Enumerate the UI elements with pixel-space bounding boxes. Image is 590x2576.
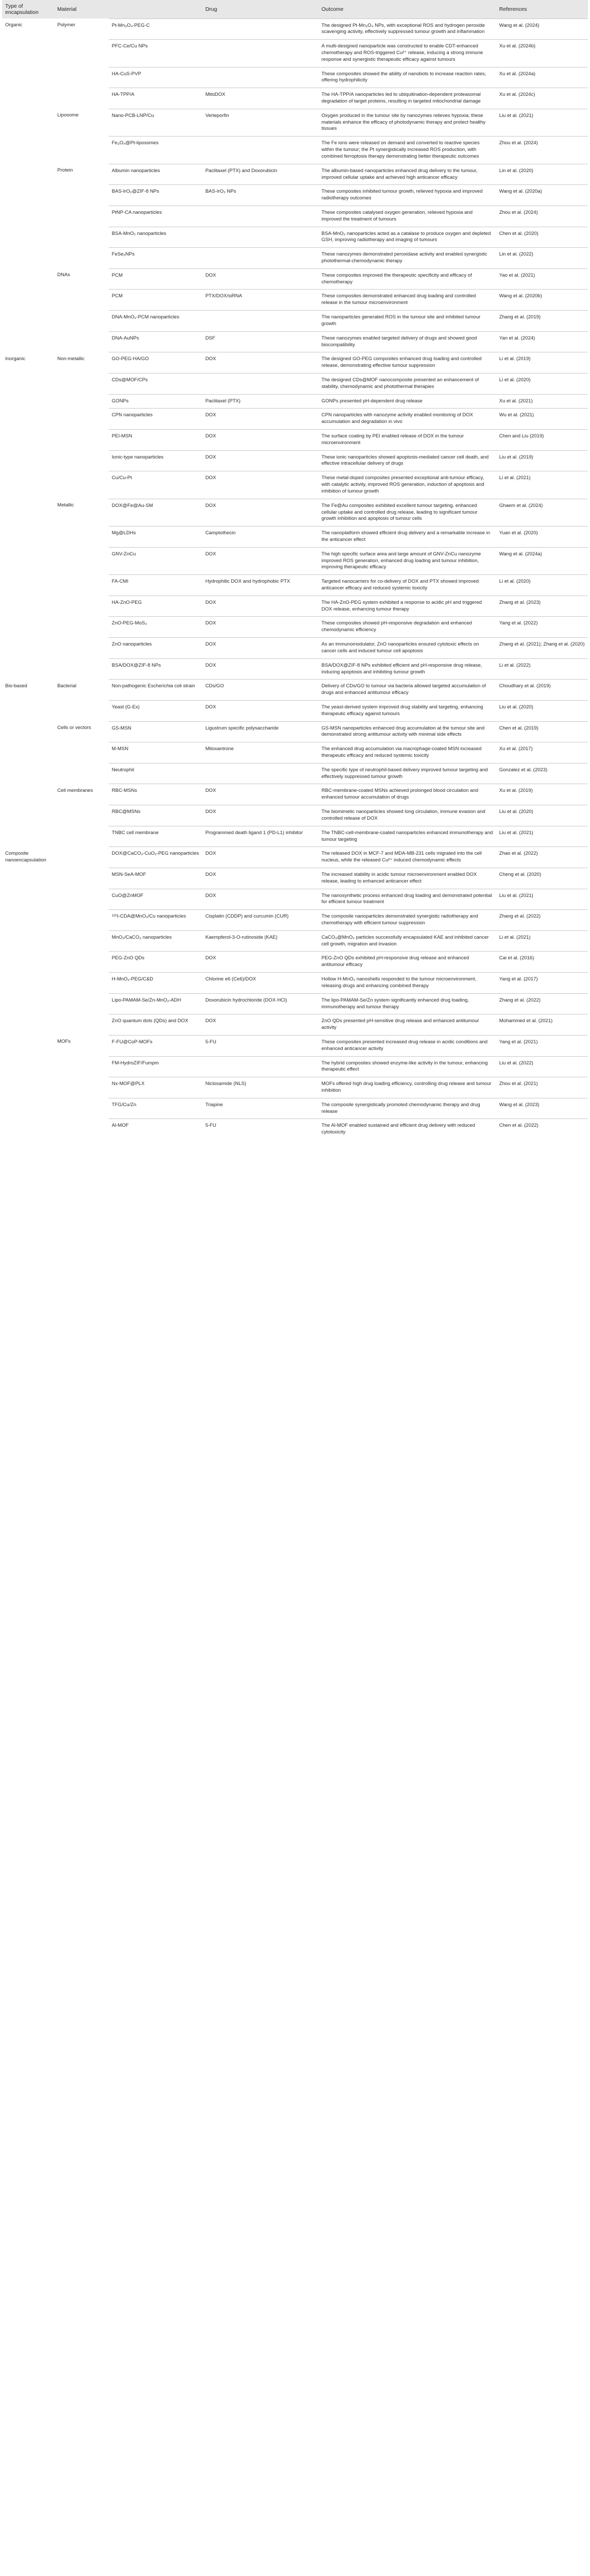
material-category-cell: MOFs — [57, 1039, 71, 1045]
header-outcome: Outcome — [321, 6, 344, 12]
material-category-cell: Bacterial — [57, 683, 77, 689]
material-name-cell: PtNP-CA nanoparticles — [109, 206, 203, 227]
drug-cell — [203, 1056, 318, 1077]
material-name-cell: PEG-ZnO QDs — [109, 952, 203, 973]
drug-cell: DOX — [203, 700, 318, 721]
outcome-cell: BSA/DOX@ZIF-8 NPs exhibited efficient and pH-responsive drug release, inducing apoptosis and inhibiting tumour growth — [318, 658, 496, 680]
material-category-cell: DNAs — [57, 272, 70, 278]
reference-cell: Liu et al. (2022) — [496, 1056, 588, 1077]
outcome-cell: The released DOX in MCF-7 and MDA-MB-231 cells migrated into the cell nucleus, while the released Cu²⁺ induced chemodynamic effects — [318, 847, 496, 868]
drug-cell: DOX — [203, 784, 318, 805]
table-body — [2, 19, 588, 1140]
reference-cell: Liu et al. (2019) — [496, 450, 588, 471]
drug-cell: MitoDOX — [203, 88, 318, 109]
reference-cell: Zhang et al. (2022) — [496, 910, 588, 931]
reference-cell: Choudhary et al. (2019) — [496, 680, 588, 701]
drug-cell: DOX — [203, 658, 318, 680]
drug-cell: Programmed death ligand 1 (PD-L1) inhibitor — [203, 826, 318, 847]
outcome-cell: These composites showed pH-responsive degradation and enhanced chemodynamic efficiency — [318, 617, 496, 638]
reference-cell: Zhou et al. (2024) — [496, 206, 588, 227]
outcome-cell: The designed CDs@MOF nanocomposite presented an enhancement of stability, chemodynamic and photothermal therapies — [318, 373, 496, 394]
reference-cell: Lin et al. (2020) — [496, 164, 588, 185]
outcome-cell: The nanosynthetic process enhanced drug loading and demonstrated potential for efficient tumour treatment — [318, 889, 496, 910]
outcome-cell: These composites demonstrated enhanced drug loading and controlled release in the tumour microenvironment — [318, 290, 496, 311]
material-category-cell: Polymer — [57, 22, 75, 28]
reference-cell: Lin et al. (2022) — [496, 248, 588, 269]
outcome-cell: These nanozymes enabled targeted delivery of drugs and showed good biocompatibility — [318, 331, 496, 352]
reference-cell: Xu et al. (2019) — [496, 784, 588, 805]
outcome-cell: RBC-membrane-coated MSNs achieved prolonged blood circulation and enhanced tumour accumulation of drugs — [318, 784, 496, 805]
material-category-cell: Liposome — [57, 112, 79, 118]
material-name-cell: Cu/Cu-Pt — [109, 471, 203, 499]
table-row — [2, 1035, 588, 1056]
reference-cell: Gonzalez et al. (2023) — [496, 763, 588, 784]
outcome-cell: Oxygen produced in the tumour site by nanozymes relieves hypoxia; these materials enhance the efficacy of photodynamic therapy and protect healthy tissues — [318, 109, 496, 136]
reference-cell: Chen et al. (2019) — [496, 721, 588, 742]
material-name-cell: DOX@CaCO₃-CuO₂-PEG nanoparticles — [109, 847, 203, 868]
outcome-cell: These composites showed the ability of nanobots to increase reaction rates, offering hydrophilicity — [318, 67, 496, 88]
outcome-cell: These metal-doped composites presented exceptional anti-tumour efficacy, with catalytic activity, improved ROS generation, induction of apoptosis and inhibition of tumour growth — [318, 471, 496, 499]
outcome-cell: As an immunomodulator, ZnO nanoparticles ensured cytotoxic effects on cancer cells and induced tumour cell apoptosis — [318, 638, 496, 659]
reference-cell: Wang et al. (2024) — [496, 19, 588, 40]
drug-cell: DOX — [203, 847, 318, 868]
material-category-cell: Protein — [57, 167, 73, 174]
material-name-cell: Lipo-PAMAM-Se/Zn-MnO₂-ADH — [109, 993, 203, 1014]
reference-cell: Xu et al. (2024c) — [496, 88, 588, 109]
reference-cell: Zhang et al. (2019) — [496, 311, 588, 332]
material-category-cell: Metallic — [57, 502, 74, 509]
reference-cell: Yang et al. (2017) — [496, 973, 588, 994]
material-category-cell: Non-metallic — [57, 355, 85, 362]
header-drug: Drug — [205, 6, 217, 12]
outcome-cell: The albumin-based nanoparticles enhanced drug delivery to the tumour, improved cellular uptake and achieved high anticancer efficacy — [318, 164, 496, 185]
outcome-cell: The surface coating by PEI enabled release of DOX in the tumour microenvironment — [318, 430, 496, 451]
reference-cell: Xu et al. (2024b) — [496, 40, 588, 67]
material-name-cell: MSN-SeA-MOF — [109, 868, 203, 889]
table-row — [2, 352, 588, 374]
drug-cell: DOX — [203, 868, 318, 889]
material-name-cell: CuO@ZnMOF — [109, 889, 203, 910]
reference-cell: Liu et al. (2020) — [496, 700, 588, 721]
drug-cell: Mitoxantrone — [203, 742, 318, 764]
reference-cell: Mohammed et al. (2021) — [496, 1014, 588, 1036]
drug-cell: 5-FU — [203, 1119, 318, 1140]
reference-cell: Chen et al. (2022) — [496, 1119, 588, 1140]
outcome-cell: These composites catalysed oxygen generation, relieved hypoxia and improved the treatment of tumours — [318, 206, 496, 227]
encapsulation-type-cell: Organic — [5, 22, 23, 28]
outcome-cell: GS-MSN nanoparticles enhanced drug accumulation at the tumour site and demonstrated strong antitumour activity with minimal side effects — [318, 721, 496, 742]
drug-cell — [203, 227, 318, 248]
drug-cell: DOX — [203, 499, 318, 526]
reference-cell: Liu et al. (2021) — [496, 889, 588, 910]
material-name-cell: FM-HydroZIF/Fumpm — [109, 1056, 203, 1077]
outcome-cell: The composite nanoparticles demonstrated synergistic radiotherapy and chemotherapy with efficient tumour suppression — [318, 910, 496, 931]
reference-cell: Zhou et al. (2021) — [496, 1077, 588, 1098]
outcome-cell: The Fe@Au composites exhibited excellent tumour targeting, enhanced cellular uptake and controlled drug release, leading to significant tumour growth inhibition and apoptosis of tumour cells — [318, 499, 496, 526]
material-name-cell: Neutrophil — [109, 763, 203, 784]
drug-cell: Doxorubicin hydrochloride (DOX·HCl) — [203, 993, 318, 1014]
outcome-cell: The increased stability in acidic tumour microenvironment enabled DOX release, leading to enhanced anticancer effect — [318, 868, 496, 889]
reference-cell: Wu et al. (2021) — [496, 409, 588, 430]
reference-cell: Cheng et al. (2020) — [496, 868, 588, 889]
drug-cell: DOX — [203, 805, 318, 826]
material-name-cell: Pt-Mn₃O₄-PEG-C — [109, 19, 203, 40]
material-name-cell: DNA-AuNPs — [109, 331, 203, 352]
material-name-cell: BSA-MnO₂ nanoparticles — [109, 227, 203, 248]
outcome-cell: The designed Pt-Mn₃O₄ NPs, with exceptional ROS and hydrogen peroxide scavenging activity, effectively suppressed tumour growth and inflammation — [318, 19, 496, 40]
drug-cell: Camptothecin — [203, 527, 318, 548]
material-name-cell: FA-CMI — [109, 575, 203, 596]
outcome-cell: These nanozymes demonstrated peroxidase activity and enabled synergistic photothermal-chemodynamic therapy — [318, 248, 496, 269]
outcome-cell: The specific type of neutrophil-based delivery improved tumour targeting and effectively suppressed tumour growth — [318, 763, 496, 784]
drug-cell: DOX — [203, 638, 318, 659]
material-name-cell: F-FU@CoP-MOFs — [109, 1035, 203, 1056]
outcome-cell: The designed GO-PEG composites enhanced drug loading and controlled release, demonstrating effective tumour suppression — [318, 352, 496, 374]
material-name-cell: BAS-IrO₂@ZIF-8 NPs — [109, 185, 203, 206]
encapsulation-type-cell: Bio-based — [5, 683, 27, 689]
reference-cell: Chen et al. (2020) — [496, 227, 588, 248]
reference-cell: Li et al. (2020) — [496, 373, 588, 394]
page — [0, 0, 590, 1140]
material-name-cell: GO-PEG-HA/GO — [109, 352, 203, 374]
reference-cell: Yuan et al. (2020) — [496, 527, 588, 548]
outcome-cell: A multi-designed nanoparticle was constructed to enable CDT-enhanced chemotherapy and ROS-triggered Cu²⁺ release, inducing a strong immune response and synergistic therapeutic efficacy against tumours — [318, 40, 496, 67]
material-name-cell: ¹²⁵I-CDA@MnO₂/Cu nanoparticles — [109, 910, 203, 931]
outcome-cell: The hybrid composites showed enzyme-like activity in the tumour, enhancing therapeutic effect — [318, 1056, 496, 1077]
outcome-cell: These ionic nanoparticles showed apoptosis-mediated cancer cell death, and effective intracellular delivery of drugs — [318, 450, 496, 471]
header-material: Material — [57, 6, 77, 12]
drug-cell: DOX — [203, 1014, 318, 1036]
material-name-cell: Mg@LDHs — [109, 527, 203, 548]
drug-cell: DOX — [203, 889, 318, 910]
outcome-cell: The HA-ZnO-PEG system exhibited a response to acidic pH and triggered DOX release, enhancing tumour therapy — [318, 596, 496, 617]
table-row — [2, 847, 588, 868]
reference-cell: Li et al. (2022) — [496, 658, 588, 680]
drug-cell — [203, 206, 318, 227]
material-name-cell: PCM — [109, 268, 203, 290]
material-name-cell: GS-MSN — [109, 721, 203, 742]
outcome-cell: These composites inhibited tumour growth, relieved hypoxia and improved radiotherapy outcomes — [318, 185, 496, 206]
drug-cell: Hydrophilic DOX and hydrophobic PTX — [203, 575, 318, 596]
outcome-cell: CPN nanoparticles with nanozyme activity enabled monitoring of DOX accumulation and degradation in vivo — [318, 409, 496, 430]
reference-cell: Xu et al. (2021) — [496, 394, 588, 409]
table-row — [2, 164, 588, 185]
material-name-cell: ZnO-PEG-MoS₂ — [109, 617, 203, 638]
outcome-cell: Delivery of CDs/GO to tumour via bacteria allowed targeted accumulation of drugs and enhanced antitumour efficacy — [318, 680, 496, 701]
outcome-cell: The lipo-PAMAM-Se/Zn system significantly enhanced drug loading, immunotherapy and tumour therapy — [318, 993, 496, 1014]
drug-cell: DOX — [203, 268, 318, 290]
drug-cell: DOX — [203, 952, 318, 973]
table-row — [2, 784, 588, 805]
header-type: Type of encapsulation — [5, 3, 39, 15]
material-name-cell: Albumin nanoparticles — [109, 164, 203, 185]
outcome-cell: Targeted nanocarriers for co-delivery of DOX and PTX showed improved anticancer efficacy and reduced systemic toxicity — [318, 575, 496, 596]
outcome-cell: The biomimetic nanoparticles showed long circulation, immune evasion and controlled release of DOX — [318, 805, 496, 826]
reference-cell: Zhang et al. (2022) — [496, 993, 588, 1014]
drug-cell — [203, 311, 318, 332]
reference-cell: Xu et al. (2024a) — [496, 67, 588, 88]
material-name-cell: ZnO nanoparticles — [109, 638, 203, 659]
encapsulation-type-cell: Composite nanoencapsulation — [5, 850, 46, 863]
outcome-cell: The Fe ions were released on demand and converted to reactive species within the tumour; the Pt synergistically increased ROS production, with combined ferroptosis therapy demonstrating better therapeutic outcomes — [318, 137, 496, 164]
reference-cell: Ghaem et al. (2024) — [496, 499, 588, 526]
outcome-cell: These composites improved the therapeutic specificity and efficacy of chemotherapy — [318, 268, 496, 290]
drug-cell: DOX — [203, 450, 318, 471]
drug-cell: Paclitaxel (PTX) — [203, 394, 318, 409]
reference-cell: Xu et al. (2017) — [496, 742, 588, 764]
drug-cell: CDs/GO — [203, 680, 318, 701]
reference-cell: Wang et al. (2023) — [496, 1098, 588, 1119]
drug-cell: DSF — [203, 331, 318, 352]
material-name-cell: PFC-Ce/Cu NPs — [109, 40, 203, 67]
table-header — [2, 0, 588, 19]
material-name-cell: Ionic-type nanoparticles — [109, 450, 203, 471]
reference-cell: Zhao et al. (2022) — [496, 847, 588, 868]
reference-cell: Li et al. (2019) — [496, 352, 588, 374]
material-name-cell: TFG/Cu/Zn — [109, 1098, 203, 1119]
outcome-cell: Hollow H-MnO₂ nanoshells responded to the tumour microenvironment, releasing drugs and enhancing combined therapy — [318, 973, 496, 994]
outcome-cell: The enhanced drug accumulation via macrophage-coated MSN increased therapeutic efficacy and reduced systemic toxicity — [318, 742, 496, 764]
material-name-cell: Yeast (G-Ex) — [109, 700, 203, 721]
outcome-cell: The composite synergistically promoted chemodynamic therapy and drug release — [318, 1098, 496, 1119]
material-name-cell: MnO₂/CaCO₃ nanoparticles — [109, 930, 203, 952]
drug-cell: DOX — [203, 617, 318, 638]
material-name-cell: HA-TPP/A — [109, 88, 203, 109]
drug-cell — [203, 137, 318, 164]
drug-cell: PTX/DOX/siRNA — [203, 290, 318, 311]
drug-cell: DOX — [203, 409, 318, 430]
table-row — [2, 721, 588, 742]
table-row — [2, 499, 588, 526]
nanoencapsulation-table — [2, 0, 588, 1140]
material-name-cell: DOX@Fe@Au-SM — [109, 499, 203, 526]
outcome-cell: CaCO₃@MnO₂ particles successfully encapsulated KAE and inhibited cancer cell growth, migration and invasion — [318, 930, 496, 952]
table-row — [2, 19, 588, 40]
reference-cell: Zhou et al. (2024) — [496, 137, 588, 164]
outcome-cell: ZnO QDs presented pH-sensitive drug release and enhanced antitumour activity — [318, 1014, 496, 1036]
drug-cell: 5-FU — [203, 1035, 318, 1056]
reference-cell: Yang et al. (2022) — [496, 617, 588, 638]
material-name-cell: Fe₃O₄@Pt-liposomes — [109, 137, 203, 164]
material-name-cell: PEI-MSN — [109, 430, 203, 451]
material-name-cell: BSA/DOX@ZIF-8 NPs — [109, 658, 203, 680]
drug-cell — [203, 67, 318, 88]
reference-cell: Zhang et al. (2023) — [496, 596, 588, 617]
material-name-cell: HA-ZnO-PEG — [109, 596, 203, 617]
drug-cell — [203, 248, 318, 269]
drug-cell: Paclitaxel (PTX) and Doxorubicin — [203, 164, 318, 185]
material-category-cell — [54, 847, 109, 1036]
drug-cell: Niclosamide (NLS) — [203, 1077, 318, 1098]
reference-cell: Wang et al. (2024a) — [496, 547, 588, 574]
reference-cell: Zhang et al. (2021); Zhang et al. (2020) — [496, 638, 588, 659]
material-name-cell: Non-pathogenic Escherichia coli strain — [109, 680, 203, 701]
material-name-cell: Nano-PCB-LNP/Cu — [109, 109, 203, 136]
reference-cell: Cai et al. (2016) — [496, 952, 588, 973]
material-name-cell: GONPs — [109, 394, 203, 409]
material-category-cell: Cells or vectors — [57, 725, 91, 731]
outcome-cell: The nanoparticles generated ROS in the tumour site and inhibited tumour growth — [318, 311, 496, 332]
material-name-cell: Al-MOF — [109, 1119, 203, 1140]
material-name-cell: RBC-MSNs — [109, 784, 203, 805]
drug-cell — [203, 40, 318, 67]
drug-cell: DOX — [203, 596, 318, 617]
material-name-cell: TNBC cell membrane — [109, 826, 203, 847]
drug-cell: Kaempferol-3-O-rutinoside (KAE) — [203, 930, 318, 952]
outcome-cell: These composites presented increased drug release in acidic conditions and enhanced anticancer activity — [318, 1035, 496, 1056]
material-name-cell: RBC@MSNs — [109, 805, 203, 826]
outcome-cell: The high specific surface area and large amount of GNV-ZnCu nanozyme improved ROS generation, enhanced drug loading and tumour inhibition, improving therapeutic efficacy — [318, 547, 496, 574]
table-row — [2, 109, 588, 136]
drug-cell: Chlorine e6 (Ce6)/DOX — [203, 973, 318, 994]
reference-cell: Li et al. (2020) — [496, 575, 588, 596]
material-name-cell: CDs@MOF/CPs — [109, 373, 203, 394]
reference-cell: Liu et al. (2021) — [496, 826, 588, 847]
drug-cell: DOX — [203, 430, 318, 451]
reference-cell: Yao et al. (2021) — [496, 268, 588, 290]
outcome-cell: MOFs offered high drug loading efficiency, controlling drug release and tumour inhibition — [318, 1077, 496, 1098]
reference-cell: Chen and Liu (2019) — [496, 430, 588, 451]
material-name-cell: Nx-MOF@PLX — [109, 1077, 203, 1098]
material-name-cell: M-MSN — [109, 742, 203, 764]
drug-cell: DOX — [203, 471, 318, 499]
outcome-cell: The TNBC-cell-membrane-coated nanoparticles enhanced immunotherapy and tumour targeting — [318, 826, 496, 847]
material-name-cell: FeSe₂NPs — [109, 248, 203, 269]
material-name-cell: H-MnO₂-PEG/C&D — [109, 973, 203, 994]
outcome-cell: The HA-TPP/A nanoparticles led to ubiquitination-dependent proteasomal degradation of target proteins, resulting in targeted mitochondrial damage — [318, 88, 496, 109]
header-references: References — [499, 6, 527, 12]
drug-cell: DOX — [203, 352, 318, 374]
reference-cell: Liu et al. (2021) — [496, 109, 588, 136]
drug-cell — [203, 373, 318, 394]
outcome-cell: GONPs presented pH-dependent drug release — [318, 394, 496, 409]
outcome-cell: The Al-MOF enabled sustained and efficient drug delivery with reduced cytotoxicity — [318, 1119, 496, 1140]
drug-cell: Triapine — [203, 1098, 318, 1119]
drug-cell: Cisplatin (CDDP) and curcumin (CUR) — [203, 910, 318, 931]
drug-cell: Verteporfin — [203, 109, 318, 136]
reference-cell: Li et al. (2021) — [496, 930, 588, 952]
reference-cell: Li et al. (2021) — [496, 471, 588, 499]
reference-cell: Yang et al. (2021) — [496, 1035, 588, 1056]
table-row — [2, 268, 588, 290]
reference-cell: Yan et al. (2024) — [496, 331, 588, 352]
material-name-cell: GNV-ZnCu — [109, 547, 203, 574]
material-name-cell: HA-CuS-PVP — [109, 67, 203, 88]
outcome-cell: PEG-ZnO QDs exhibited pH-responsive drug release and enhanced antitumour efficacy — [318, 952, 496, 973]
outcome-cell: The nanoplatform showed efficient drug delivery and a remarkable increase in the anticancer effect — [318, 527, 496, 548]
drug-cell: DOX — [203, 547, 318, 574]
material-name-cell: PCM — [109, 290, 203, 311]
drug-cell: Ligustrum specific polysaccharide — [203, 721, 318, 742]
material-name-cell: DNA-MnO₂-PCM nanoparticles — [109, 311, 203, 332]
reference-cell: Liu et al. (2020) — [496, 805, 588, 826]
drug-cell — [203, 19, 318, 40]
encapsulation-type-cell: Inorganic — [5, 355, 26, 362]
table-row — [2, 680, 588, 701]
header-material-sub — [109, 0, 203, 19]
outcome-cell: The yeast-derived system improved drug stability and targeting, enhancing therapeutic efficacy against tumours — [318, 700, 496, 721]
drug-cell — [203, 763, 318, 784]
material-category-cell: Cell membranes — [57, 787, 93, 793]
material-name-cell: ZnO quantum dots (QDs) and DOX — [109, 1014, 203, 1036]
drug-cell: BAS-IrO₂ NPs — [203, 185, 318, 206]
reference-cell: Wang et al. (2020b) — [496, 290, 588, 311]
outcome-cell: BSA-MnO₂ nanoparticles acted as a catalase to produce oxygen and depleted GSH, improving radiotherapy and imaging of tumours — [318, 227, 496, 248]
reference-cell: Wang et al. (2020a) — [496, 185, 588, 206]
material-name-cell: CPN nanoparticles — [109, 409, 203, 430]
